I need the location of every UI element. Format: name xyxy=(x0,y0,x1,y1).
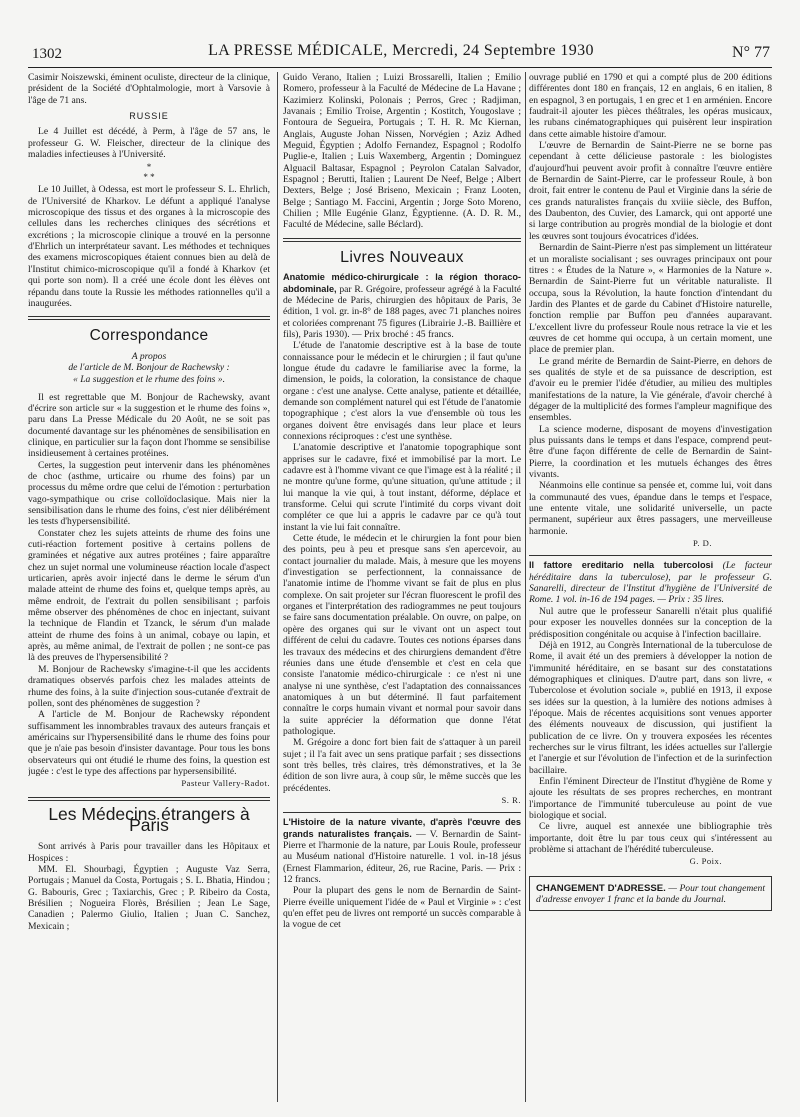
review-anatomie-p2: L'anatomie descriptive et l'anatomie topographique sont apprises sur le cadavre, fixé et immobilisé par la mort. Le cadavre est à l'homme vivant ce que l'image est à la réalité ; il ne montre qu'une forme, qu'une situation, qu'une attitude ; il lui manque la vie qui, à tout instant, déforme, déplace et transforme. Celui qui scrute l'intimité du corps vivant doit compléter ce que lui a appris le cadavre par ce qu'à tout instant la vie lui fait connaître. xyxy=(283,442,521,533)
obituary-fleischer: Le 4 Juillet est décédé, à Perm, à l'âge de 57 ans, le professeur G. W. Fleischer, directeur de la clinique des maladies infectieuses à l'Université. xyxy=(28,126,270,161)
journal-title: LA PRESSE MÉDICALE, Mercredi, 24 Septembre 1930 xyxy=(208,42,594,59)
corr-signature: Pasteur Vallery-Radot. xyxy=(181,778,270,789)
medecins-intro: Sont arrivés à Paris pour travailler dans les Hôpitaux et Hospices : xyxy=(28,841,270,864)
section-rule xyxy=(283,238,521,242)
review-fattore-p3: Enfin l'éminent Directeur de l'Institut d'hygiène de Rome y ajoute les résultats de ses propres recherches, en montrant l'importance de l'immunité tuberculeuse au point de vue biologique et social. xyxy=(529,775,772,821)
medecins-list: MM. El. Shourbagi, Égyptien ; Auguste Vaz Serra, Portugais ; Manuel da Costa, Portugais ; S. L. Bhatia, Hindou ; G. Babouris, Grec ; Taxiarchis, Grec ; P. Ribeiro da Costa, Brésilien ; Nogueira Florès, Brésilien ; Jean Le Sage, Canadien ; Palermo Giulio, Italien ; Juan C. Sanchez, Mexicain ; xyxy=(28,863,270,932)
review-anatomie-p4: M. Grégoire a donc fort bien fait de s'attaquer à un pareil sujet ; il l'a fait avec un sens pratique parfait ; ses dissections sont très belles, très claires, très démonstratives, et la 3e édition de son livre aura, à coup sûr, le même succès que les précédentes. xyxy=(283,737,521,794)
column-2 xyxy=(283,72,521,1097)
review-title-anatomie: Anatomie médico-chirurgicale : la région thoraco-abdominale, xyxy=(283,272,521,294)
review-title-fattore: Il fattore ereditario nella tubercolosi xyxy=(529,560,714,571)
review-rule xyxy=(529,555,772,556)
apropos-line-1: A propos xyxy=(131,350,167,362)
review-histoire-p2: L'œuvre de Bernardin de Saint-Pierre ne se borne pas cependant à cette délicieuse pastorale : les biologistes d'aujourd'hui peuvent avoir profit à connaître l'œuvre entière de Bernardin de Saint-Pierre, car le professeur Roule, à bon droit, fait entrer le contenu de Paul et Virginie dans la série de ces grands naturalistes français du xviiie siècle, des Buffon, des Daubenton, des Cuvier, des Lamarck, qui ont apporté une si large contribution au progrès mondial de la biologie et dont les œuvres sont toujours évocatrices d'idées. xyxy=(529,140,772,242)
column-divider-1 xyxy=(277,72,278,1102)
review-title-histoire: L'Histoire de la nature vivante, d'après l'œuvre des grands naturalistes français. xyxy=(283,817,521,839)
address-change-text: — Pour tout changement d'adresse envoyer 1 franc et la bande du Journal. xyxy=(536,882,765,906)
corr-paragraph-3: Constater chez les sujets atteints de rhume des foins une cuti-réaction fortement positive à certains pollens de graminées et négative aux autres protéines ; faire apparaître chez un sujet normal une volumineuse réaction locale d'aspect urticarien, après avoir injecté dans le derme le sérum d'un malade atteint de rhume des foins et, quelque temps après, au même endroit, de l'extrait du pollen sensibilisant ; parfois même observer des phénomènes de choc en injectant, suivant la technique de Flandin et Tzanck, le sérum d'un malade atteint de rhume des foins à un animal, cobaye ou lapin, et après, au même animal, de l'extrait de pollen ; ne sont-ce pas là des preuves de l'hypersensibilité ? xyxy=(28,527,270,664)
review-histoire-p1-continued: ouvrage publié en 1790 et qui a compté plus de 200 éditions différentes dont 180 en français, 12 en anglais, 6 en italien, 8 en espagnol, 3 en portugais, 1 en grec et 1 en arménien. Encore faudrait-il ajouter les pièces théâtrales, les opéras musicaux, les rubans cinématographiques qui puisèrent leur inspiration dans cette aimable histoire d'amour. xyxy=(529,72,772,140)
obituary-ehrlich: Le 10 Juillet, à Odessa, est mort le professeur S. L. Ehrlich, de l'Université de Kharkov. Le défunt a appliqué l'analyse microscopique des tissus et des organes à la microscopie des cellules dans les recherches cliniques des sécrétions et excrétions ; la microscopie clinique a trouvé en la personne d'Ehrlich un interprétateur savant. Les méthodes et techniques des examens microscopiques étaient connues bien au delà de l'Institut chimico-microscopique qu'il a fondé à Kharkov (et qui porte son nom). Il a créé une école dont les élèves ont répandu dans toute la Russie les méthodes rationnelles qu'il a inaugurées. xyxy=(28,184,270,309)
corr-paragraph-1: Il est regrettable que M. Bonjour de Rachewsky, avant d'écrire son article sur « la suggestion et le rhume des foins », paru dans La Presse Médicale du 20 Août, ne se soit pas documenté davantage sur les phénomènes de sensibilisation en clinique, en particulier sur la façon dont l'homme se sensibilise insidieusement à certaines protéines. xyxy=(28,391,270,460)
corr-paragraph-4: M. Bonjour de Rachewsky s'imagine-t-il que les accidents dramatiques observés parfois chez les malades atteints de rhume des foins, à la suite d'injection sous-cutanée d'extrait de pollen, sont des phénomènes de suggestion ? xyxy=(28,663,270,709)
apropos-line-2: de l'article de M. Bonjour de Rachewsky : xyxy=(68,361,230,373)
review-fattore-signature: G. Poix. xyxy=(689,856,722,867)
review-rule xyxy=(283,812,521,813)
obituary-noiszewski: Casimir Noiszewski, éminent oculiste, directeur de la clinique, président de la Société d'Ophtalmologie, mort à Varsovie à l'âge de 71 ans. xyxy=(28,72,270,106)
header-rule xyxy=(28,67,772,68)
corr-paragraph-2: Certes, la suggestion peut intervenir dans les phénomènes de choc (asthme, urticaire ou rhume des foins) par un processus du même ordre que celui de l'émotion : perturbation vago-sympathique ou crise colloïdoclasique. Mais nier la sensibilisation dans le rhume des foins, c'est nier délibérément les tests d'hypersensibilité. xyxy=(28,459,270,528)
address-change-notice xyxy=(529,876,772,912)
page-header xyxy=(32,42,770,64)
column-3 xyxy=(529,72,772,1097)
section-rule xyxy=(28,797,270,801)
correspondance-title: Correspondance xyxy=(89,327,209,345)
review-histoire-p5: La science moderne, disposant de moyens d'investigation plus puissants dans le temps et dans l'espace, comprend peut-être d'une façon différente de celle de Bernardin de Saint-Pierre, la coordination et les mutuels échanges des êtres vivants. xyxy=(529,423,772,481)
review-histoire-p4: Le grand mérite de Bernardin de Saint-Pierre, en dehors de ses qualités de style et de sa puissance de description, est d'avoir eu le premier l'idée d'étudier, au milieu des multiples manifestations de la nature, la Vie générale, d'avoir cherché à dégager de la multiplicité des formes l'ampleur magnifique des ensembles. xyxy=(529,355,772,424)
medecins-list-continued: Guido Verano, Italien ; Luizi Brossarelli, Italien ; Emilio Romero, professeur à la Faculté de Médecine de La Havane ; Kazimierz Kolinski, Polonais ; Perros, Grec ; Radjiman, Javanais ; Emilio Troise, Argentin ; Kostitch, Yougoslave ; Fontoura de Segueira, Portugais ; T. H. R. Mc Kiernan, Anglais, Auguste Johan Nissen, Norvégien ; Aziz Adhed Meguid, Égyptien ; Adolfo Fernandez, Espagnol ; Rodolfo Puglie-e, Italien ; Luis Waxemberg, Argentin ; Dominguez Alguacil Baltasar, Espagnol ; Peyrolon Catalan Salvador, Espagnol ; Berutti, Italien ; Laurent De Neef, Belge ; Albert Dexters, Belge ; José Briseno, Mexicain ; Franz Looten, Belge ; Santiago M. Faccini, Argentin ; Jorge Soto Moreno, Chilien ; Mlle Eugénie Glanz, Égyptienne. (A. D. R. M., Faculté de Médecine, salle Béclard). xyxy=(283,72,521,231)
review-histoire-signature: P. D. xyxy=(693,538,712,549)
review-meta-histoire: — V. Bernardin de Saint-Pierre et l'harmonie de la nature, par Louis Roule, professeur au Muséum national d'Histoire naturelle. 1 vol. in-18 jésus (Ernest Flammarion, éditeur, 26, rue Racine, Paris. — Prix : 12 francs. xyxy=(283,828,521,886)
review-fattore-p2: Déjà en 1912, au Congrès International de la tuberculose de Rome, il avait été un des premiers à développer la notion de l'immunité héréditaire, en se basant sur des constatations démographiques et cliniques. D'autre part, dans son livre, « Tubercolose et évolution sociale », publié en 1913, il expose ses idées sur la question, à la lumière des notions admises à l'époque. Mais de récentes acquisitions sont venues apporter des éléments nouveaux de discussion, qui justifient la publication de ce livre. On y trouvera exposées les récentes recherches sur le virus filtrant, les idées actuelles sur l'allergie et l'anergie et sur l'évolution de l'infection et de la surinfection bacillaire. xyxy=(529,639,772,776)
review-fattore-p1: Nul autre que le professeur Sanarelli n'était plus qualifié pour exposer les nouvelles données sur la conception de la prédisposition congénitale ou acquise à l'infection bacillaire. xyxy=(529,605,772,640)
corr-paragraph-5: A l'article de M. Bonjour de Rachewsky répondent suffisamment les innombrables travaux des auteurs français et américains sur l'hypersensibilité dans le rhume des foins pour que je n'aie pas besoin d'insister davantage. Pour tous les bons observateurs qui ont étudié le rhume des foins, la question est jugée : c'est le type des affections par hypersensibilité. xyxy=(28,709,270,777)
section-russie: RUSSIE xyxy=(129,111,169,122)
review-histoire-p6: Néanmoins elle continue sa pensée et, comme lui, voit dans la communauté des vues, épandue dans le temps et l'espace, une entente vitale, une solidarité universelle, un pacte permanent, supérieur aux êtres passagers, une merveilleuse harmonie. xyxy=(529,480,772,537)
column-divider-2 xyxy=(525,72,526,1102)
review-histoire-p3: Bernardin de Saint-Pierre n'est pas simplement un littérateur et un moraliste socialisant ; ses ouvrages principaux ont pour titres : « Études de la Nature », « Harmonies de la Nature ». Bernardin de Saint-Pierre fut un véritable naturaliste. Il occupa, sous la Révolution, la haute fonction d'intendant du Jardin des Plantes et de garde du Cabinet d'Histoire naturelle, fonction remplie par Buffon peu d'années auparavant. L'excellent livre du professeur Roule nous retrace la vie et les œuvres de cet homme qui occupa, à un certain moment, une place de premier plan. xyxy=(529,242,772,356)
review-anatomie-p1: L'étude de l'anatomie descriptive est à la base de toute connaissance pour le médecin et le chirurgien ; il faut qu'une longue étude du cadavre le familiarise avec la forme, la dimension, le poids, la coloration, la consistance de chaque organe : c'est une analyse. Cette analyse, patiente et détaillée, demande son complément naturel qui est l'étude de l'anatomie topographique ; c'est alors la vue d'ensemble où tous les organes doivent être envisagés dans leur place et leurs connexions réciproques : c'est une synthèse. xyxy=(283,340,521,442)
review-anatomie-signature: S. R. xyxy=(501,794,521,805)
issue-number: N° 77 xyxy=(732,44,770,61)
section-rule xyxy=(28,316,270,320)
apropos-line-3: « La suggestion et le rhume des foins ». xyxy=(73,374,225,386)
page-number: 1302 xyxy=(32,46,62,62)
column-1 xyxy=(28,72,270,1097)
review-fattore-p4: Ce livre, auquel est annexée une bibliographie très importante, doit être lu par tous ceux qui s'intéressent au problème si attachant de l'hérédité tuberculeuse. xyxy=(529,821,772,856)
separator-stars: * * * xyxy=(143,162,155,183)
medecins-title: Les Médecins étrangers à Paris xyxy=(48,803,250,835)
address-change-key: CHANGEMENT D'ADRESSE. xyxy=(536,882,666,894)
review-meta-fattore: (Le facteur héréditaire dans la tuberculose), par le professeur G. Sanarelli, directeur de l'Institut d'hygiène de l'Université de Rome. 1 vol. in-16 de 194 pages. — Prix : 35 lires. xyxy=(529,560,772,606)
review-meta-anatomie: par R. Grégoire, professeur agrégé à la Faculté de Médecine de Paris, chirurgien des hôpitaux de Paris, 3e édition, 1 vol. gr. in-8° de 188 pages, avec 71 planches noires et coloriées comprenant 75 figures (Librairie J.-B. Baillière et fils), Paris 1930). — Prix broché : 45 francs. xyxy=(283,283,521,340)
review-histoire-p1: Pour la plupart des gens le nom de Bernardin de Saint-Pierre éveille uniquement l'idée de « Paul et Virginie » : c'est qu'en effet peu de livres ont remporté un succès comparable à la vogue de cet xyxy=(283,885,521,931)
review-anatomie-p3: Cette étude, le médecin et le chirurgien la font pour bien des points, peu à peu et presque sans s'en apercevoir, au contact journalier du malade. Mais, à mesure que les moyens d'investigation se perfectionnent, la connaissance de l'anatomie intime de l'homme vivant se fait de plus en plus complexe. On sait projeter sur l'écran fluorescent le profil des organes et l'interprétation des radiogrammes ne peut toujours se faire sans documentation préalable. On ouvre, on palpe, on opère des organes qui sur le vivant ont un aspect tout différent de celui du cadavre. Toutes ces notions éparses dans les travaux des médecins et des chirurgiens demandent d'être réunies dans une étude d'ensemble et c'est en cela que consiste l'anatomie médico-chirurgicale : ce n'est ni une analyse ni une synthèse, c'est l'adaptation des connaissances anatomiques à un but déterminé. Il faut parfaitement connaître le corps humain vivant et normal pour savoir dans la suite apprécier la déformation que donne l'état pathologique. xyxy=(283,533,521,737)
livres-title: Livres Nouveaux xyxy=(340,248,464,266)
